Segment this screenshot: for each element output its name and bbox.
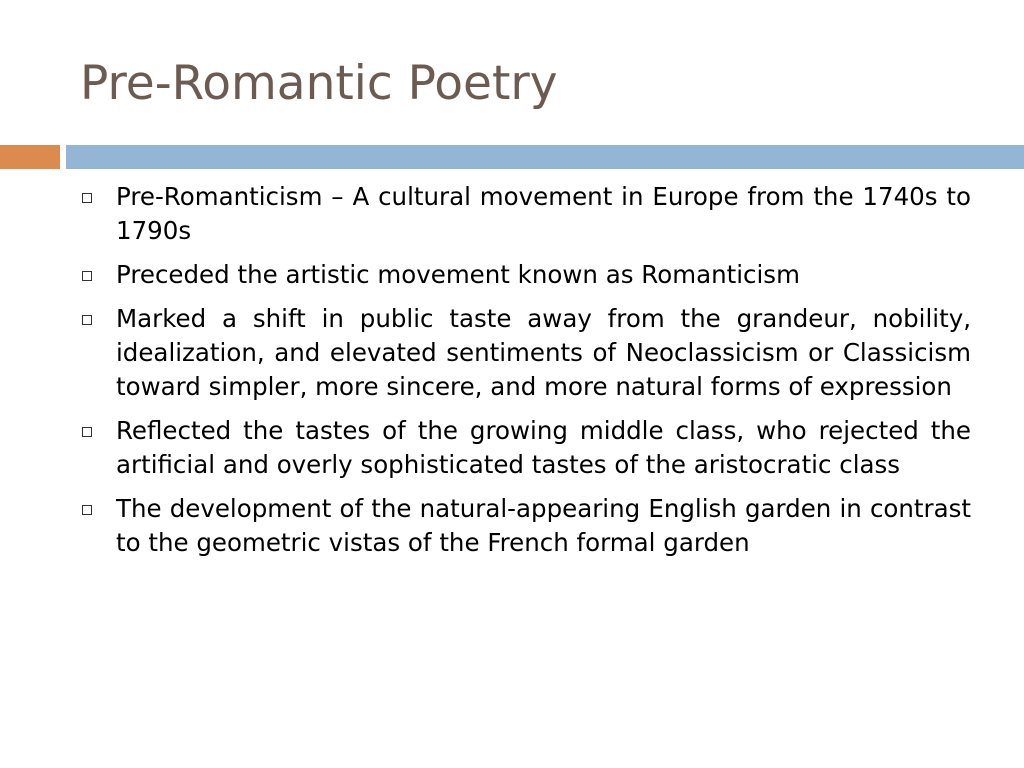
- square-bullet-icon: [82, 271, 92, 281]
- bullet-text: The development of the natural-appearing English garden in contrast to the geometric vistas of the French formal garden: [116, 494, 971, 557]
- slide-title: Pre-Romantic Poetry: [80, 56, 558, 111]
- bullet-item: [78, 258, 971, 292]
- bullet-item: [78, 492, 971, 560]
- bullet-text: Pre-Romanticism – A cultural movement in Europe from the 1740s to 1790s: [116, 182, 971, 245]
- bullet-item: [78, 302, 971, 404]
- square-bullet-icon: [82, 505, 92, 515]
- square-bullet-icon: [82, 193, 92, 203]
- square-bullet-icon: [82, 315, 92, 325]
- square-bullet-icon: [82, 427, 92, 437]
- bullet-item: [78, 180, 971, 248]
- bullet-text: Reflected the tastes of the growing middle class, who rejected the artificial and overly sophisticated tastes of the aristocratic class: [116, 416, 971, 479]
- bullet-text: Preceded the artistic movement known as Romanticism: [116, 260, 800, 289]
- bullet-text: Marked a shift in public taste away from the grandeur, nobility, idealization, and elevated sentiments of Neoclassicism or Classicism toward simpler, more sincere, and more natural forms of expression: [116, 304, 971, 401]
- accent-bar-blue: [66, 145, 1024, 169]
- bullet-list: [78, 180, 971, 570]
- accent-bar-orange: [0, 145, 60, 169]
- bullet-item: [78, 414, 971, 482]
